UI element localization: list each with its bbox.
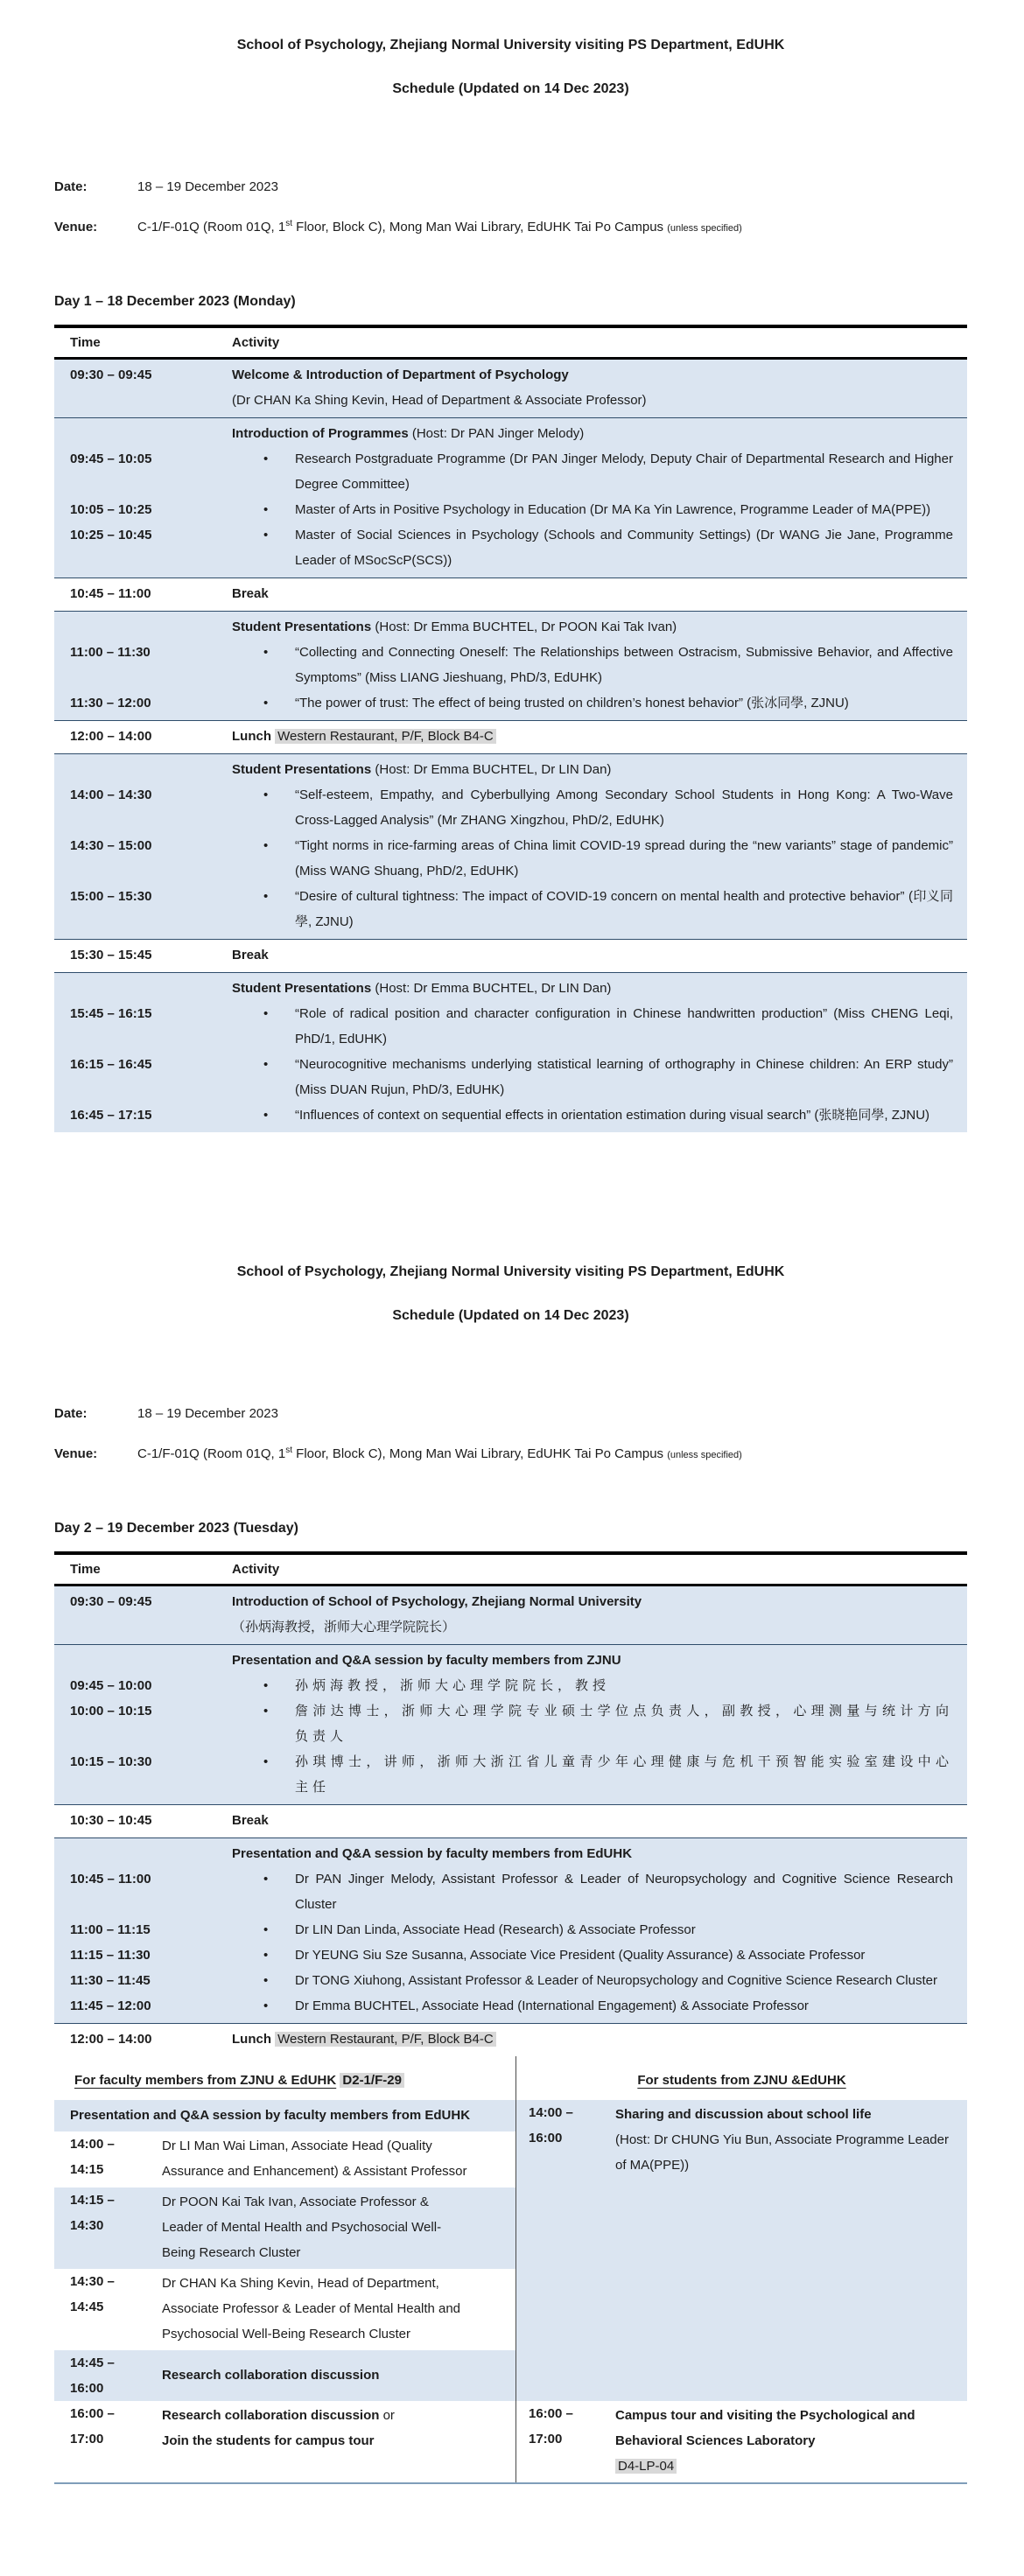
time-cell: 14:00 – 14:15 (70, 2137, 115, 2177)
day1-heading: Day 1 – 18 December 2023 (Monday) (54, 294, 296, 309)
activity-text: Research Postgraduate Programme (Dr PAN Jinger Melody, Deputy Chair of Departmental Research and Higher Degree Committee) (295, 452, 953, 492)
activity-text: 孙炳海教授，浙师大心理学院院长，教授 (295, 1678, 611, 1693)
page-title: School of Psychology, Zhejiang Normal University visiting PS Department, EdUHK (236, 1264, 785, 1279)
table-row (54, 522, 967, 573)
activity-text: “Role of radical position and character configuration in Chinese handwritten production” (Miss CHENG Leqi, PhD/1, EdUHK) (295, 1006, 953, 1046)
table-row (54, 1001, 967, 1052)
session-header: Student Presentations (Host: Dr Emma BUCHTEL, Dr POON Kai Tak Ivan) (232, 620, 677, 634)
table-row (54, 2188, 516, 2269)
time-cell: 09:30 – 09:45 (70, 1594, 152, 1609)
activity-text: “Desire of cultural tightness: The impact of COVID-19 concern on mental health and protective behavior” (印义同學, ZJNU) (295, 889, 953, 929)
bullet-icon: • (263, 1678, 269, 1693)
venue-floor-superscript: st (285, 219, 292, 228)
table-row-presentations-1 (54, 611, 967, 720)
table-row (54, 1749, 967, 1800)
lunch-label: Lunch (232, 2032, 271, 2047)
venue-value-rest: Floor, Block C), Mong Man Wai Library, EdUHK Tai Po Campus (292, 220, 664, 234)
activity-subtitle: (Dr CHAN Ka Shing Kevin, Head of Department & Associate Professor) (232, 393, 647, 408)
time-cell: 10:30 – 10:45 (70, 1813, 152, 1828)
column-header-activity: Activity (232, 335, 280, 350)
activity-text: “The power of trust: The effect of being trusted on children’s honest behavior” (张冰同學, ZJNU) (295, 696, 849, 710)
date-row (54, 1405, 967, 1423)
time-cell: 14:30 – 14:45 (70, 2274, 115, 2314)
activity-text: “Influences of context on sequential effects in orientation estimation during visual search” (张晓艳同學, ZJNU) (295, 1108, 930, 1123)
room-badge: D2-1/F-29 (340, 2073, 404, 2088)
break-label: Break (232, 948, 269, 962)
bullet-icon: • (263, 838, 269, 853)
time-cell: 10:45 – 11:00 (70, 1872, 151, 1886)
table-row (54, 1052, 967, 1102)
table-row (54, 1866, 967, 1917)
bullet-icon: • (263, 1057, 269, 1072)
bullet-icon: • (263, 1754, 269, 1769)
session-header: Introduction of Programmes (Host: Dr PAN Jinger Melody) (232, 426, 585, 441)
activity-title: Welcome & Introduction of Department of Psychology (232, 368, 569, 382)
time-cell: 15:30 – 15:45 (70, 948, 152, 962)
table-row-lunch (54, 720, 967, 753)
activity-text: “Neurocognitive mechanisms underlying statistical learning of orthography in Chinese children: An ERP study” (Miss DUAN Rujun, PhD/3, EdUHK) (295, 1057, 953, 1097)
activity-text: “Tight norms in rice-farming areas of China limit COVID-19 spread during the “new variants” stage of pandemic” (Miss WANG Shuang, PhD/2, EdUHK) (295, 838, 953, 878)
activity-cell (232, 1589, 967, 1640)
table-row (54, 1993, 967, 2019)
session-header: Presentation and Q&A session by faculty members from EdUHK (232, 1846, 633, 1861)
venue-value: C-1/F-01Q (Room 01Q, 1 (137, 220, 286, 234)
table-row (54, 833, 967, 884)
activity-text: Dr Emma BUCHTEL, Associate Head (International Engagement) & Associate Professor (295, 1998, 809, 2013)
table-row (516, 2100, 967, 2181)
date-row (54, 178, 967, 196)
venue-row (54, 215, 967, 237)
venue-row (54, 1442, 967, 1464)
table-row-lunch (54, 2023, 967, 2056)
table-row (54, 2350, 516, 2401)
day2-schedule-table (54, 1551, 967, 2056)
venue-note: (unless specified) (667, 1450, 742, 1460)
column-header-time: Time (70, 335, 101, 350)
activity-text: Dr TONG Xiuhong, Assistant Professor & Leader of Neuropsychology and Cognitive Science Research Cluster (295, 1973, 937, 1988)
bullet-icon: • (263, 889, 269, 904)
time-cell: 12:00 – 14:00 (70, 729, 152, 744)
activity-cell (232, 362, 967, 413)
faculty-last-row (54, 2401, 516, 2482)
activity-or: or (379, 2408, 395, 2423)
table-row (516, 2401, 967, 2482)
table-row-presentations-3 (54, 972, 967, 1132)
activity-cell (615, 2401, 967, 2482)
table-row-break (54, 578, 967, 611)
faculty-column-body (54, 2100, 516, 2401)
session-header: Student Presentations (Host: Dr Emma BUCHTEL, Dr LIN Dan) (232, 762, 612, 777)
activity-text: Research collaboration discussion (162, 2367, 380, 2383)
table-row (54, 782, 967, 833)
bullet-icon: • (263, 1704, 269, 1718)
time-cell: 11:00 – 11:30 (70, 645, 151, 660)
time-cell: 10:00 – 10:15 (70, 1704, 152, 1718)
bullet-icon: • (263, 528, 269, 542)
bullet-icon: • (263, 696, 269, 710)
date-label: Date: (54, 1406, 88, 1421)
time-cell: 16:00 – 17:00 (70, 2406, 115, 2446)
bullet-icon: • (263, 1006, 269, 1021)
time-cell: 09:45 – 10:05 (70, 452, 152, 466)
activity-text: Dr POON Kai Tak Ivan, Associate Professor & Leader of Mental Health and Psychosocial Well-Being Research Cluster (162, 2194, 442, 2260)
activity-title: Introduction of School of Psychology, Zhejiang Normal University (232, 1594, 642, 1609)
table-row (54, 1698, 967, 1749)
time-cell: 16:00 – 17:00 (529, 2406, 573, 2446)
venue-note: (unless specified) (667, 223, 742, 234)
activity-text: 詹沛达博士，浙师大心理学院专业硕士学位点负责人，副教授，心理测量与统计方向负责人 (295, 1704, 953, 1744)
venue-label: Venue: (54, 1446, 98, 1461)
lunch-label: Lunch (232, 729, 271, 744)
table-row (54, 2269, 516, 2350)
bullet-icon: • (263, 1998, 269, 2013)
table-row (54, 446, 967, 497)
time-cell: 14:00 – 14:30 (70, 788, 152, 802)
time-cell: 12:00 – 14:00 (70, 2032, 152, 2047)
table-row-presentations-2 (54, 753, 967, 939)
venue-value: C-1/F-01Q (Room 01Q, 1 (137, 1446, 286, 1461)
activity-title: Sharing and discussion about school life (615, 2107, 872, 2122)
day1-schedule-table (54, 325, 967, 1132)
time-cell: 10:25 – 10:45 (70, 528, 152, 542)
venue-floor-superscript: st (285, 1446, 292, 1455)
activity-text: Master of Arts in Positive Psychology in Education (Dr MA Ka Yin Lawrence, Programme Leader of MA(PPE)) (295, 502, 931, 517)
activity-host: (Host: Dr CHUNG Yiu Bun, Associate Programme Leader of MA(PPE)) (615, 2132, 949, 2173)
venue-value-rest: Floor, Block C), Mong Man Wai Library, EdUHK Tai Po Campus (292, 1446, 664, 1461)
bullet-icon: • (263, 452, 269, 466)
time-cell: 11:00 – 11:15 (70, 1922, 151, 1937)
time-cell: 15:00 – 15:30 (70, 889, 152, 904)
bullet-icon: • (263, 1922, 269, 1937)
bullet-icon: • (263, 645, 269, 660)
break-label: Break (232, 1813, 269, 1828)
date-label: Date: (54, 179, 88, 194)
table-row-eduhk-session (54, 1838, 967, 2023)
break-label: Break (232, 586, 269, 601)
time-cell: 09:45 – 10:00 (70, 1678, 152, 1693)
room-badge: D4-LP-04 (615, 2459, 677, 2474)
time-cell: 14:00 – 16:00 (529, 2105, 573, 2146)
bullet-icon: • (263, 1973, 269, 1988)
table-row-break (54, 1804, 967, 1838)
activity-option-2: Join the students for campus tour (162, 2433, 375, 2448)
bullet-icon: • (263, 1872, 269, 1886)
page-1 (0, 37, 1024, 1132)
bullet-icon: • (263, 788, 269, 802)
time-cell: 14:15 – 14:30 (70, 2193, 115, 2233)
session-header: Presentation and Q&A session by faculty members from ZJNU (232, 1653, 621, 1668)
time-cell: 11:30 – 12:00 (70, 696, 151, 710)
time-cell: 14:45 – 16:00 (70, 2356, 115, 2396)
table-row-zjnu-session (54, 1644, 967, 1804)
students-column-body (516, 2100, 967, 2401)
time-cell: 10:05 – 10:25 (70, 502, 152, 517)
activity-text: Dr LIN Dan Linda, Associate Head (Research) & Associate Professor (295, 1922, 696, 1937)
activity-title: Campus tour and visiting the Psychological and Behavioral Sciences Laboratory (615, 2408, 915, 2448)
activity-text: Dr YEUNG Siu Sze Susanna, Associate Vice President (Quality Assurance) & Associate Professor (295, 1948, 866, 1963)
activity-text: Dr LI Man Wai Liman, Associate Head (Quality Assurance and Enhancement) & Assistant Professor (162, 2138, 467, 2179)
bullet-icon: • (263, 1108, 269, 1123)
venue-label: Venue: (54, 220, 98, 234)
activity-cell (615, 2100, 967, 2181)
time-cell: 11:45 – 12:00 (70, 1998, 151, 2013)
date-value: 18 – 19 December 2023 (137, 1406, 278, 1421)
table-row (54, 884, 967, 934)
lunch-venue: Western Restaurant, P/F, Block B4-C (275, 2032, 495, 2047)
afternoon-split-section (54, 2056, 967, 2484)
day2-heading: Day 2 – 19 December 2023 (Tuesday) (54, 1521, 298, 1536)
time-cell: 14:30 – 15:00 (70, 838, 152, 853)
column-header-time: Time (70, 1562, 101, 1577)
activity-text: Master of Social Sciences in Psychology (Schools and Community Settings) (Dr WANG Jie Jane, Programme Leader of MSocScP(SCS)) (295, 528, 953, 568)
table-row (54, 1917, 967, 1942)
table-row-welcome (54, 360, 967, 417)
time-cell: 09:30 – 09:45 (70, 368, 152, 382)
table-row (54, 2132, 516, 2188)
table-row-programmes (54, 417, 967, 578)
faculty-column-header: For faculty members from ZJNU & EdUHK D2-1/F-29 (54, 2056, 516, 2100)
time-cell: 15:45 – 16:15 (70, 1006, 152, 1021)
time-cell: 10:15 – 10:30 (70, 1754, 152, 1769)
activity-text: 孙琪博士，讲师，浙师大浙江省儿童青少年心理健康与危机干预智能实验室建设中心主任 (295, 1754, 953, 1795)
table-row (54, 690, 967, 716)
session-header-row: Presentation and Q&A session by faculty members from EdUHK (54, 2100, 516, 2132)
activity-text: “Collecting and Connecting Oneself: The Relationships between Ostracism, Submissive Behavior, and Affective Symptoms” (Miss LIANG Jieshuang, PhD/3, EdUHK) (295, 645, 953, 685)
page-title: School of Psychology, Zhejiang Normal University visiting PS Department, EdUHK (236, 38, 785, 52)
session-header: Student Presentations (Host: Dr Emma BUCHTEL, Dr LIN Dan) (232, 981, 612, 996)
activity-text: Dr PAN Jinger Melody, Assistant Professor & Leader of Neuropsychology and Cognitive Science Research Cluster (295, 1872, 953, 1912)
activity-subtitle: （孙炳海教授，浙师大心理学院院长） (232, 1620, 456, 1634)
activity-text: “Self-esteem, Empathy, and Cyberbullying Among Secondary School Students in Hong Kong: A Two-Wave Cross-Lagged Analysis” (Mr ZHANG Xingzhou, PhD/2, EdUHK) (295, 788, 953, 828)
table-header-row (54, 1555, 967, 1586)
students-column-header: For students from ZJNU &EdUHK (637, 2073, 846, 2088)
time-cell: 16:45 – 17:15 (70, 1108, 152, 1123)
schedule-subtitle: Schedule (Updated on 14 Dec 2023) (392, 81, 629, 96)
table-row-break-2 (54, 939, 967, 972)
time-cell: 16:15 – 16:45 (70, 1057, 152, 1072)
activity-option-1: Research collaboration discussion (162, 2408, 380, 2423)
table-row (54, 1673, 967, 1698)
table-row (54, 640, 967, 690)
table-row (54, 1102, 967, 1128)
table-header-row (54, 328, 967, 360)
bullet-icon: • (263, 1948, 269, 1963)
table-row-intro (54, 1586, 967, 1644)
page-2 (0, 1264, 1024, 2484)
time-cell: 11:15 – 11:30 (70, 1948, 151, 1963)
activity-cell (162, 2401, 516, 2457)
time-cell: 11:30 – 11:45 (70, 1973, 151, 1988)
table-row (54, 497, 967, 522)
activity-text: Dr CHAN Ka Shing Kevin, Head of Department, Associate Professor & Leader of Mental Health and Psychosocial Well-Being Research Cluster (162, 2276, 461, 2342)
table-row (54, 1942, 967, 1968)
column-header-activity: Activity (232, 1562, 280, 1577)
schedule-subtitle: Schedule (Updated on 14 Dec 2023) (392, 1308, 629, 1323)
table-row (54, 2401, 516, 2457)
table-row (54, 1968, 967, 1993)
date-value: 18 – 19 December 2023 (137, 179, 278, 194)
lunch-venue: Western Restaurant, P/F, Block B4-C (275, 729, 495, 744)
students-last-row (516, 2401, 967, 2482)
bullet-icon: • (263, 502, 269, 517)
time-cell: 10:45 – 11:00 (70, 586, 151, 601)
